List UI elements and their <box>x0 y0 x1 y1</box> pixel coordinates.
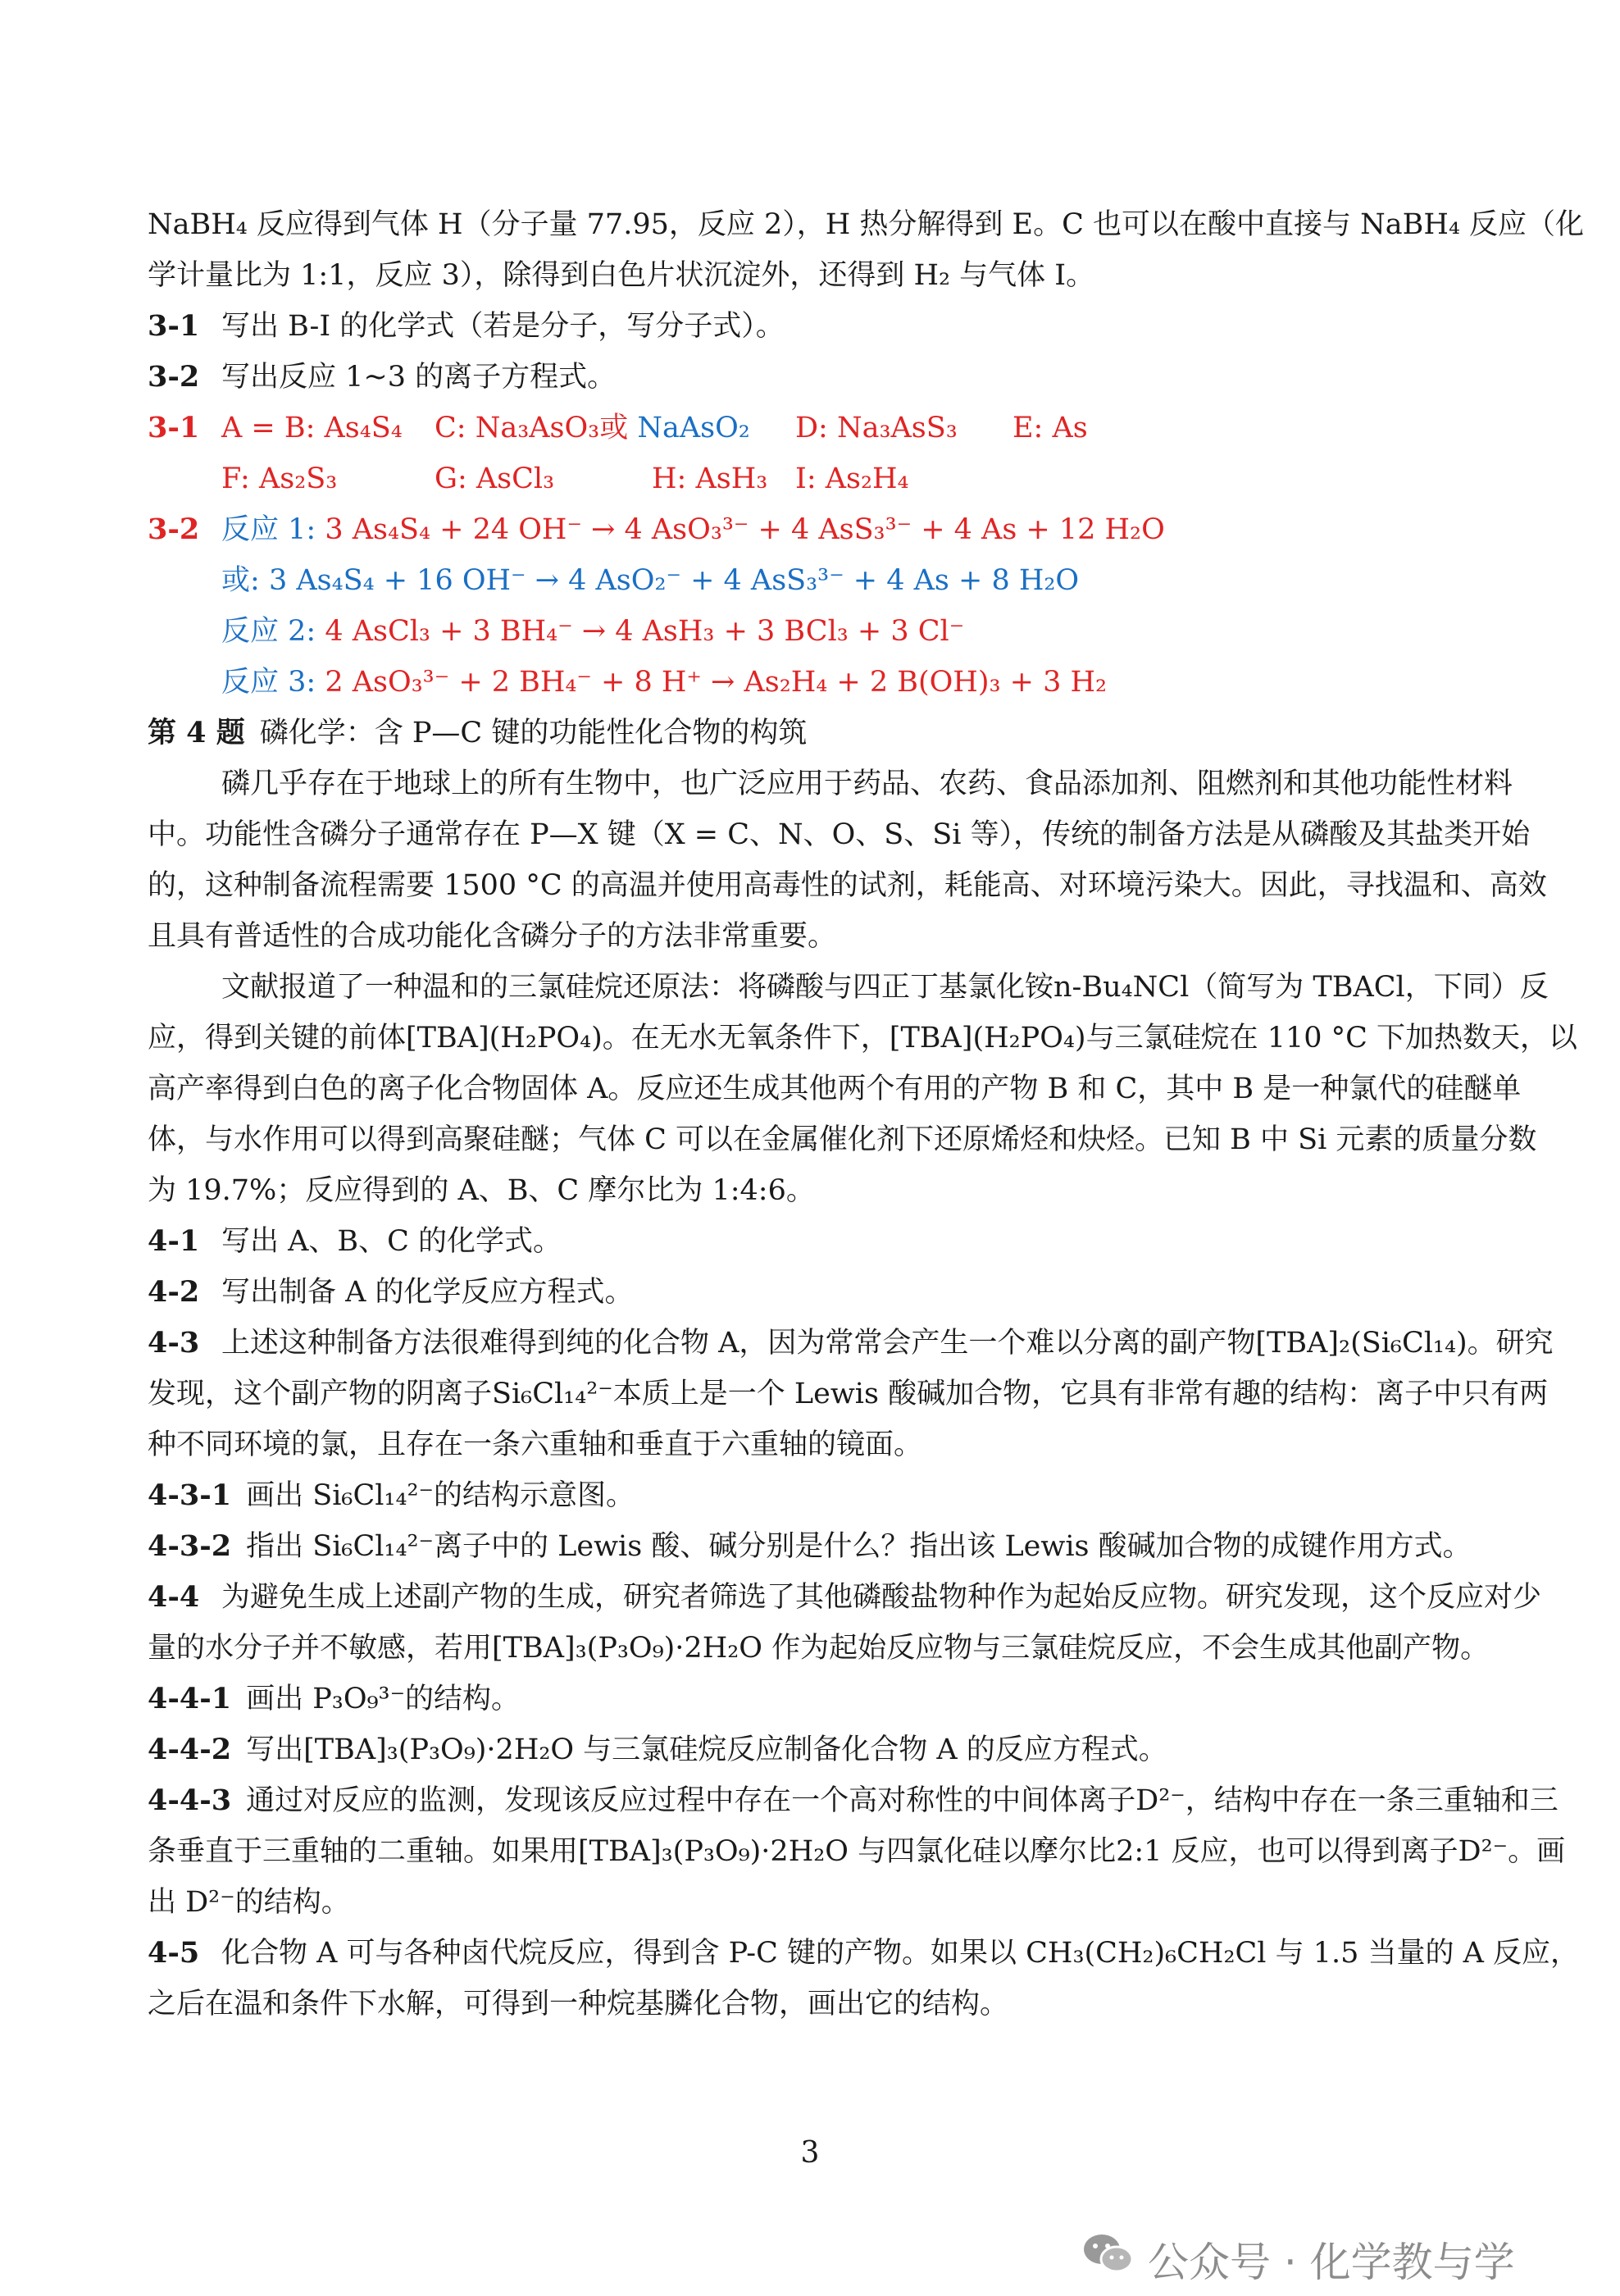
page-number: 3 <box>800 2136 820 2170</box>
question-text: 写出制备 A 的化学反应方程式。 <box>221 1276 634 1309</box>
paragraph-line: 发现，这个副产物的阴离子Si₆Cl₁₄²⁻本质上是一个 Lewis 酸碱加合物，它具有非常有趣的结构：离子中只有两 <box>148 1378 1549 1410</box>
question-3-2 <box>148 359 616 395</box>
paragraph-line: NaBH₄ 反应得到气体 H（分子量 77.95，反应 2），H 热分解得到 E。C 也可以在酸中直接与 NaBH₄ 反应（化 <box>148 208 1585 241</box>
paragraph-line: 出 D²⁻的结构。 <box>148 1886 350 1919</box>
question-3-1 <box>148 308 785 344</box>
reaction-label: 反应 2: <box>221 615 316 648</box>
question-text: 写出 B-I 的化学式（若是分子，写分子式）。 <box>221 310 785 343</box>
question-label: 3-1 <box>148 309 200 343</box>
question-label: 4-3-2 <box>148 1529 232 1563</box>
answer-d: D: Na₃AsS₃ <box>795 412 958 444</box>
question-4-4-3 <box>148 1783 1559 1819</box>
question-label: 3-2 <box>148 360 200 394</box>
watermark-text: 公众号 · 化学教与学 <box>1148 2239 1515 2286</box>
question-label: 4-2 <box>148 1275 200 1309</box>
question-label: 4-4 <box>148 1580 200 1614</box>
question-label: 4-4-3 <box>148 1784 232 1817</box>
question-text: 画出 Si₆Cl₁₄²⁻的结构示意图。 <box>246 1479 635 1512</box>
paragraph-line: 条垂直于三重轴的二重轴。如果用[TBA]₃(P₃O₉)·2H₂O 与四氯化硅以摩尔比2:1 反应，也可以得到离子D²⁻。画 <box>148 1835 1566 1868</box>
question-label: 4-3-1 <box>148 1478 232 1512</box>
answer-f: F: As₂S₃ <box>221 462 338 495</box>
paragraph-line: 之后在温和条件下水解，可得到一种烷基膦化合物，画出它的结构。 <box>148 1988 1009 2020</box>
watermark <box>1082 2230 1515 2288</box>
answer-e: E: As <box>1012 412 1088 444</box>
reaction-label: 或: <box>221 564 260 597</box>
question-text: 通过对反应的监测，发现该反应过程中存在一个高对称性的中间体离子D²⁻，结构中存在一条三重轴和三 <box>246 1784 1559 1817</box>
answer-c: C: Na₃AsO₃或 NaAsO₂ <box>435 412 750 444</box>
paragraph-line: 且具有普适性的合成功能化含磷分子的方法非常重要。 <box>148 920 837 953</box>
reaction-label: 反应 1: <box>221 513 316 546</box>
question-4-1 <box>148 1223 562 1260</box>
answer-a-b: A = B: As₄S₄ <box>221 412 403 444</box>
paragraph-line: 为 19.7%；反应得到的 A、B、C 摩尔比为 1:4:6。 <box>148 1174 815 1207</box>
answer-label: 3-1 <box>148 411 200 444</box>
question-label: 4-3 <box>148 1326 200 1360</box>
paragraph-line: 的，这种制备流程需要 1500 °C 的高温并使用高毒性的试剂，耗能高、对环境污染大。因此，寻找温和、高效 <box>148 869 1547 902</box>
question-label: 4-5 <box>148 1936 200 1970</box>
paragraph-line: 体，与水作用可以得到高聚硅醚；气体 C 可以在金属催化剂下还原烯烃和炔烃。已知 B 中 Si 元素的质量分数 <box>148 1123 1537 1156</box>
question-4-4-1 <box>148 1681 520 1717</box>
answer-g: G: AsCl₃ <box>435 462 555 495</box>
question-label: 4-4-1 <box>148 1682 232 1715</box>
answer-i: I: As₂H₄ <box>795 462 909 495</box>
answer-3-2-r2 <box>221 613 964 649</box>
paragraph-line: 中。功能性含磷分子通常存在 P—X 键（X = C、N、O、S、Si 等），传统的制备方法是从磷酸及其盐类开始 <box>148 818 1531 851</box>
reaction-label: 反应 3: <box>221 666 316 699</box>
answer-3-2-r1-alt <box>221 563 1079 599</box>
question-4-4 <box>148 1579 1541 1615</box>
paragraph-line: 量的水分子并不敏感，若用[TBA]₃(P₃O₉)·2H₂O 作为起始反应物与三氯硅烷反应，不会生成其他副产物。 <box>148 1632 1490 1665</box>
title-text: 磷化学：含 P—C 键的功能性化合物的构筑 <box>259 717 808 749</box>
question-4-3-1 <box>148 1478 635 1514</box>
reaction-equation: 2 AsO₃³⁻ + 2 BH₄⁻ + 8 H⁺ → As₂H₄ + 2 B(OH)₃ + 3 H₂ <box>325 666 1108 699</box>
reaction-equation: 4 AsCl₃ + 3 BH₄⁻ → 4 AsH₃ + 3 BCl₃ + 3 Cl⁻ <box>325 615 965 648</box>
question-text: 画出 P₃O₉³⁻的结构。 <box>246 1683 521 1715</box>
question-text: 写出 A、B、C 的化学式。 <box>221 1225 562 1258</box>
question-4-2 <box>148 1274 634 1310</box>
paragraph-line: 学计量比为 1:1，反应 3），除得到白色片状沉淀外，还得到 H₂ 与气体 I。 <box>148 259 1095 292</box>
wechat-icon <box>1082 2231 1148 2287</box>
question-4-3 <box>148 1325 1554 1361</box>
question-text: 上述这种制备方法很难得到纯的化合物 A，因为常常会产生一个难以分离的副产物[TBA]₂(Si₆Cl₁₄)。研究 <box>221 1327 1554 1360</box>
title-label: 第 4 题 <box>148 716 245 749</box>
paragraph-line: 种不同环境的氯，且存在一条六重轴和垂直于六重轴的镜面。 <box>148 1428 923 1461</box>
question-text: 写出反应 1~3 的离子方程式。 <box>221 361 617 394</box>
paragraph-line: 文献报道了一种温和的三氯硅烷还原法：将磷酸与四正丁基氯化铵n-Bu₄NCl（简写为 TBACl，下同）反 <box>221 971 1549 1004</box>
paragraph-line: 应，得到关键的前体[TBA](H₂PO₄)。在无水无氧条件下，[TBA](H₂PO₄)与三氯硅烷在 110 °C 下加热数天，以 <box>148 1022 1578 1055</box>
question-label: 4-4-2 <box>148 1733 232 1766</box>
answer-3-2-r3 <box>221 664 1107 700</box>
question-text: 为避免生成上述副产物的生成，研究者筛选了其他磷酸盐物种作为起始反应物。研究发现，这个反应对少 <box>221 1581 1542 1614</box>
answer-3-1-row1 <box>148 410 1088 446</box>
answer-3-2-r1 <box>148 512 1165 548</box>
question-text: 写出[TBA]₃(P₃O₉)·2H₂O 与三氯硅烷反应制备化合物 A 的反应方程式。 <box>246 1733 1167 1766</box>
paragraph-line: 磷几乎存在于地球上的所有生物中，也广泛应用于药品、农药、食品添加剂、阻燃剂和其他功能性材料 <box>221 768 1513 800</box>
reaction-equation: 3 As₄S₄ + 24 OH⁻ → 4 AsO₃³⁻ + 4 AsS₃³⁻ + 4 As + 12 H₂O <box>325 513 1165 546</box>
question-4-3-2 <box>148 1528 1472 1565</box>
paragraph-line: 高产率得到白色的离子化合物固体 A。反应还生成其他两个有用的产物 B 和 C，其中 B 是一种氯代的硅醚单 <box>148 1073 1522 1105</box>
question-4-4-2 <box>148 1732 1167 1768</box>
question-text: 化合物 A 可与各种卤代烷反应，得到含 P-C 键的产物。如果以 CH₃(CH₂)₆CH₂Cl 与 1.5 当量的 A 反应， <box>221 1937 1580 1970</box>
question-label: 4-1 <box>148 1224 200 1258</box>
reaction-equation: 3 As₄S₄ + 16 OH⁻ → 4 AsO₂⁻ + 4 AsS₃³⁻ + 4 As + 8 H₂O <box>268 564 1080 597</box>
question-text: 指出 Si₆Cl₁₄²⁻离子中的 Lewis 酸、碱分别是什么？指出该 Lewis 酸碱加合物的成键作用方式。 <box>246 1530 1472 1563</box>
answer-h: H: AsH₃ <box>652 462 768 495</box>
question-4-title <box>148 715 807 751</box>
question-4-5 <box>148 1935 1579 1971</box>
answer-label: 3-2 <box>148 512 200 546</box>
